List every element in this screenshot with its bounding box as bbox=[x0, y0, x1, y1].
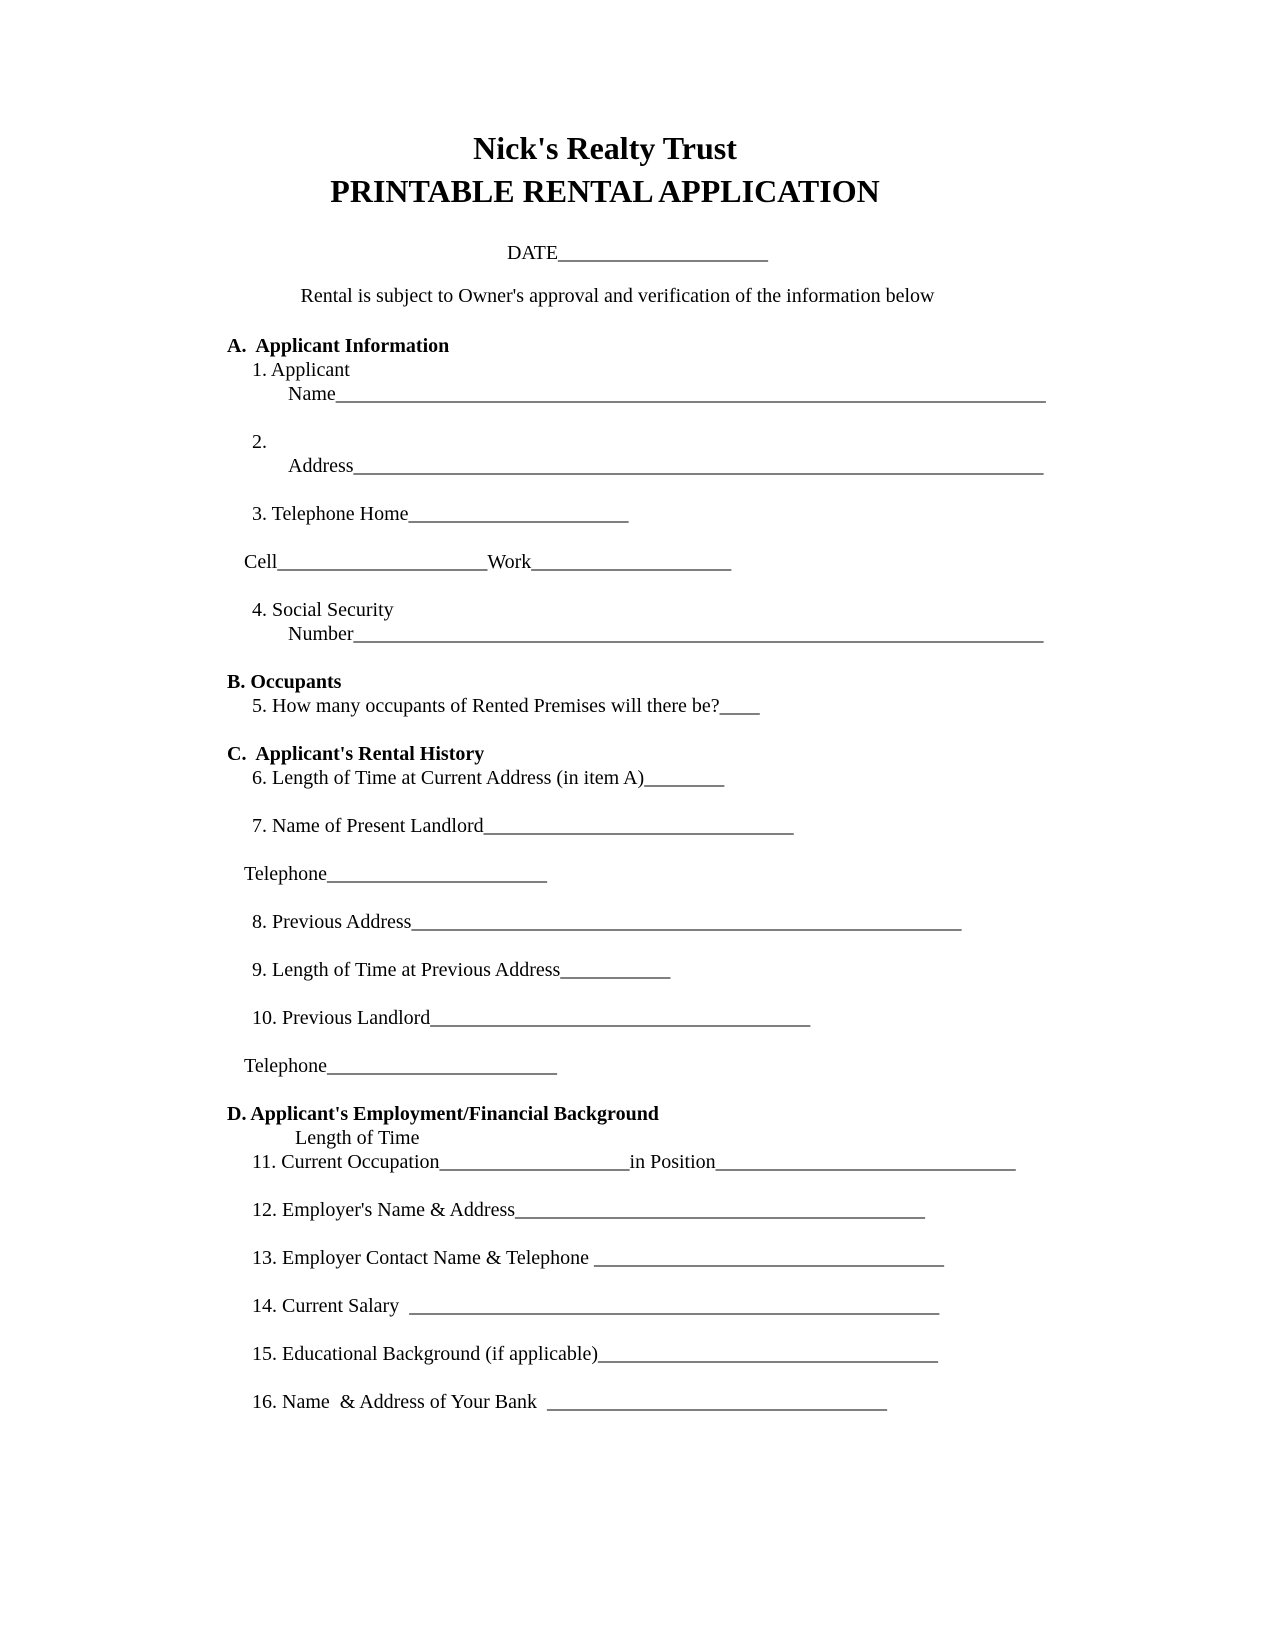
item4-social-security-label: 4. Social Security bbox=[252, 599, 394, 621]
approval-note: Rental is subject to Owner's approval and verification of the information below bbox=[300, 285, 935, 307]
item2-address-blank-line: Address_____________________________________________________________________ bbox=[288, 455, 1044, 477]
item3-telephone-home-line: 3. Telephone Home______________________ bbox=[252, 503, 629, 525]
item10-telephone-blank-line: Telephone_______________________ bbox=[244, 1055, 558, 1077]
item8-previous-address-line: 8. Previous Address_______________________________________________________ bbox=[252, 911, 962, 933]
item15-educational-background-line: 15. Educational Background (if applicable)__________________________________ bbox=[252, 1343, 938, 1365]
item1-applicant-label: 1. Applicant bbox=[252, 359, 350, 381]
item16-bank-name-address-line: 16. Name & Address of Your Bank __________________________________ bbox=[252, 1391, 887, 1413]
length-of-time-label: Length of Time bbox=[295, 1127, 420, 1149]
item7-present-landlord-line: 7. Name of Present Landlord_______________________________ bbox=[252, 815, 794, 837]
form-title: PRINTABLE RENTAL APPLICATION bbox=[330, 173, 880, 209]
item14-current-salary-line: 14. Current Salary _____________________________________________________ bbox=[252, 1295, 940, 1317]
company-name: Nick's Realty Trust bbox=[473, 130, 737, 166]
item4-number-blank-line: Number_____________________________________________________________________ bbox=[288, 623, 1044, 645]
section-a-heading: A. Applicant Information bbox=[227, 335, 450, 357]
item12-employer-name-address-line: 12. Employer's Name & Address_________________________________________ bbox=[252, 1199, 926, 1221]
item7-telephone-blank-line: Telephone______________________ bbox=[244, 863, 548, 885]
item13-employer-contact-line: 13. Employer Contact Name & Telephone ___________________________________ bbox=[252, 1247, 945, 1269]
section-c-heading: C. Applicant's Rental History bbox=[227, 743, 485, 765]
form-body bbox=[0, 334, 1275, 1414]
item10-previous-landlord-line: 10. Previous Landlord______________________________________ bbox=[252, 1007, 811, 1029]
date-blank-line: DATE_____________________ bbox=[506, 242, 769, 264]
item5-occupants-line: 5. How many occupants of Rented Premises will there be?____ bbox=[252, 695, 760, 717]
item1-name-blank-line: Name_______________________________________________________________________ bbox=[288, 383, 1046, 405]
item9-length-previous-address-line: 9. Length of Time at Previous Address___________ bbox=[252, 959, 671, 981]
item11-current-occupation-line: 11. Current Occupation___________________in Position______________________________ bbox=[252, 1151, 1016, 1173]
document-header bbox=[227, 0, 983, 308]
item2-label: 2. bbox=[252, 431, 267, 453]
cell-work-blank-line: Cell_____________________Work____________________ bbox=[244, 551, 732, 573]
section-d-heading: D. Applicant's Employment/Financial Background bbox=[227, 1103, 659, 1125]
item6-length-current-address-line: 6. Length of Time at Current Address (in item A)________ bbox=[252, 767, 725, 789]
section-b-heading: B. Occupants bbox=[227, 671, 342, 693]
